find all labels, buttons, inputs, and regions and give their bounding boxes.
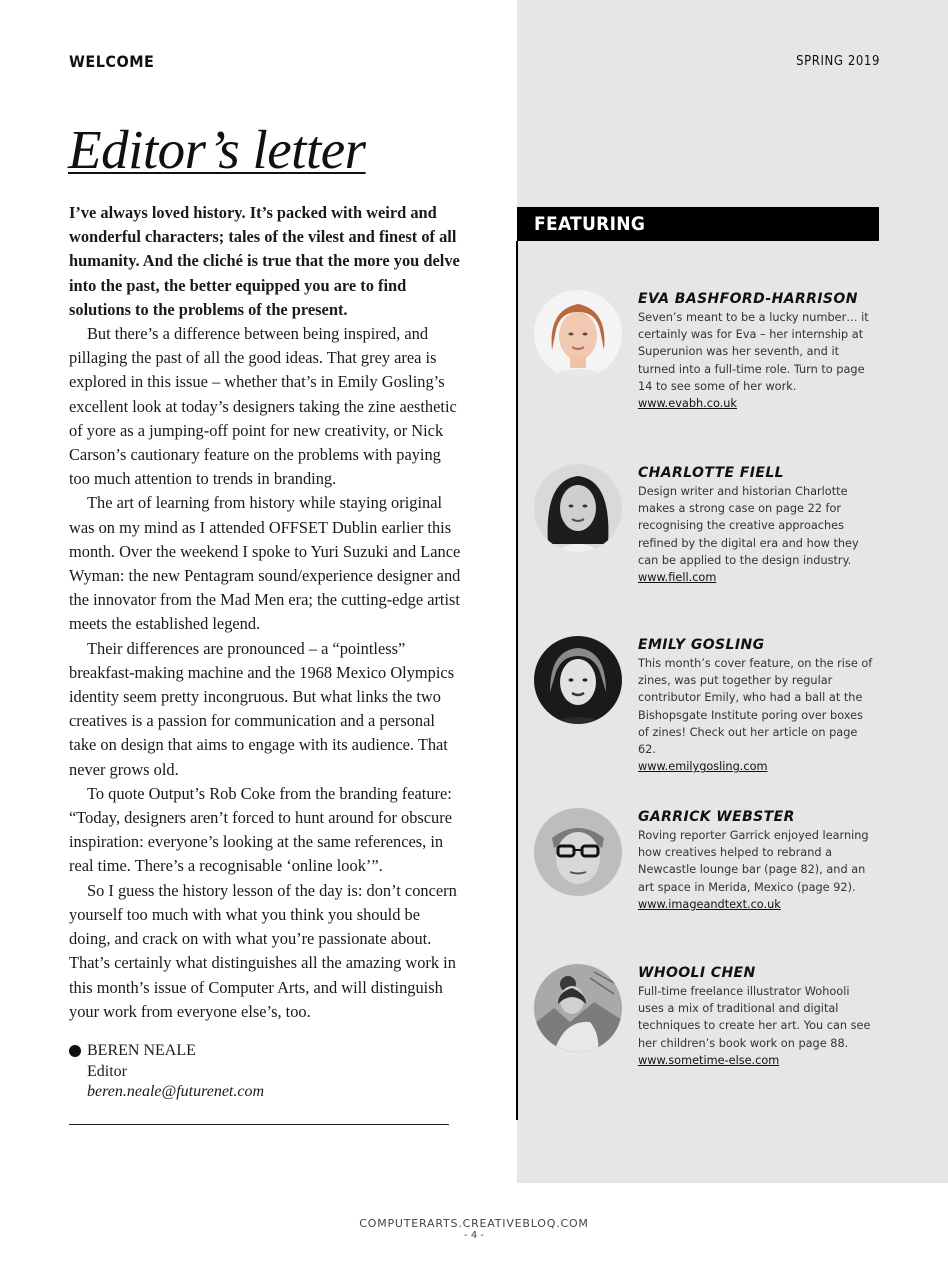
letter-body (69, 201, 465, 1024)
avatar (534, 964, 622, 1052)
contributor-link[interactable]: www.emilygosling.com (638, 760, 768, 774)
editor-role: Editor (87, 1062, 127, 1080)
contributor-name: WHOOLI CHEN (638, 965, 756, 981)
divider (69, 1124, 449, 1125)
contributor-link[interactable]: www.imageandtext.co.uk (638, 897, 781, 911)
letter-paragraph: Their differences are pronounced – a “pointless” breakfast-making machine and the 1968 Mexico Olympics identity seem pretty incongruous. But what links the two creatives is a passion for communication and a personal take on design that aims to engage with its audience. That never grows old. (69, 638, 455, 779)
contributor-name: GARRICK WEBSTER (638, 809, 795, 825)
contributor-bio: Design writer and historian Charlotte makes a strong case on page 22 for recognising the creative approaches refined by the digital era and how they can be applied to the design industry. (638, 485, 859, 567)
bullet-dot-icon (69, 1045, 81, 1057)
letter-paragraph: I’ve always loved history. It’s packed with weird and wonderful characters; tales of the vilest and finest of all humanity. And the cliché is true that the more you delve into the past, the better equipped you are to find solutions to the problems of the present. (69, 203, 460, 319)
editor-name: BEREN NEALE (87, 1042, 196, 1059)
avatar (534, 636, 622, 724)
contributor-bio: Roving reporter Garrick enjoyed learning how creatives helped to rebrand a Newcastle lounge bar (page 82), and an art space in Merida, Mexico (page 92). (638, 829, 869, 894)
letter-paragraph: The art of learning from history while staying original was on my mind as I attended OFFSET Dublin earlier this month. Over the weekend I spoke to Yuri Suzuki and Lance Wyman: the new Pentagram sound/experience designer and the innovator from the Mad Men era; the cutting-edge artist meets the established legend. (69, 493, 461, 634)
contributor-bio: Seven’s meant to be a lucky number… it certainly was for Eva – her internship at Superunion was her seventh, and it turned into a full-time role. Turn to page 14 to see some of her work. (638, 311, 869, 393)
contributor-name: EVA BASHFORD-HARRISON (638, 291, 858, 307)
letter-paragraph: So I guess the history lesson of the day is: don’t concern yourself too much with what you think you should be doing, and crack on with what you’re passionate about. That’s certainly what distinguishes all the amazing work in this month’s issue of Computer Arts, and will distinguish your work from everyone else’s, too. (69, 880, 457, 1021)
contributor-link[interactable]: www.evabh.co.uk (638, 397, 737, 411)
featuring-divider (516, 241, 518, 1120)
issue-date: SPRING 2019 (796, 54, 880, 69)
avatar (534, 464, 622, 552)
contributor-bio: Full-time freelance illustrator Wohooli uses a mix of traditional and digital techniques to create her art. You can see her children’s book work on page 88. (638, 985, 871, 1050)
avatar (534, 808, 622, 896)
page-number: - 4 - (464, 1230, 484, 1241)
letter-paragraph: To quote Output’s Rob Coke from the branding feature: “Today, designers aren’t forced to hunt around for obscure inspiration: everyone’s looking at the same references, in real time. There’s a recognisable ‘online look’”. (69, 783, 452, 876)
footer-url[interactable]: COMPUTERARTS.CREATIVEBLOQ.COM (359, 1217, 589, 1230)
contributor-link[interactable]: www.sometime-else.com (638, 1053, 780, 1067)
section-label: WELCOME (69, 52, 155, 71)
contributor-name: CHARLOTTE FIELL (638, 465, 784, 481)
avatar (534, 290, 622, 378)
editor-email[interactable]: beren.neale@futurenet.com (87, 1083, 265, 1100)
page-title: Editor’s letter (68, 119, 366, 180)
featuring-heading: FEATURING (517, 207, 879, 241)
editor-signature (69, 1041, 264, 1103)
contributor-bio: This month’s cover feature, on the rise of zines, was put together by regular contributor Emily, who had a ball at the Bishopsgate Institute poring over boxes of zines! Check out her article on page 62. (638, 657, 873, 757)
letter-paragraph: But there’s a difference between being inspired, and pillaging the past of all the good ideas. That grey area is explored in this issue – whether that’s in Emily Gosling’s excellent look at today’s designers taking the zine aesthetic of yore as a jumping-off point for new creativity, or Nick Carson’s cautionary feature on the problems with paying too much attention to trends in branding. (69, 324, 457, 489)
contributor-link[interactable]: www.fiell.com (638, 571, 717, 585)
contributor-name: EMILY GOSLING (638, 637, 765, 653)
